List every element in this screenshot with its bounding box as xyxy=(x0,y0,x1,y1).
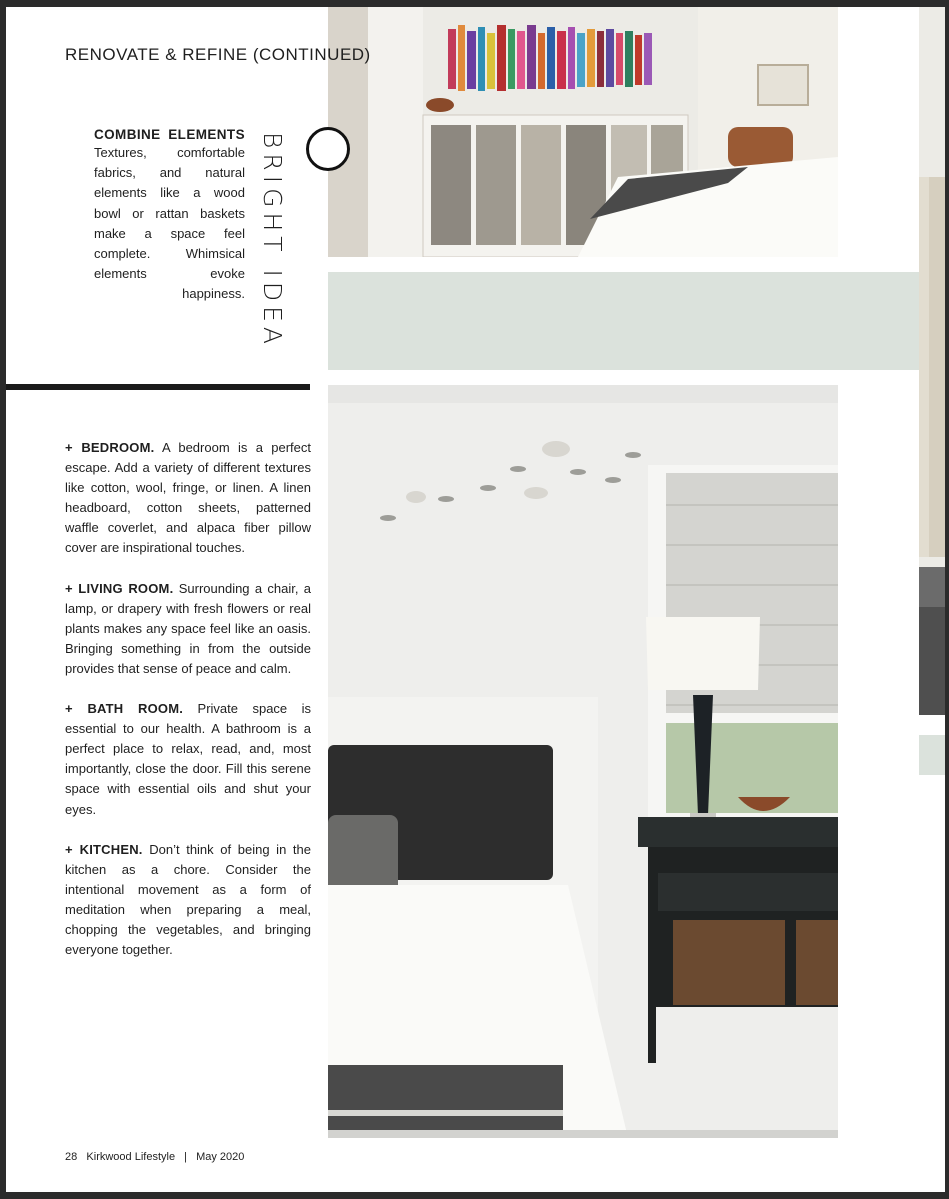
room-tip-label: + BATH ROOM. xyxy=(65,701,184,717)
room-tip-text: Don’t think of being in the kitchen as a chore. Consider the intentional movement as a form of meditation when preparing a meal, chopping the vegetables, and bringing everyone together. xyxy=(65,841,311,958)
room-tip-label: + LIVING ROOM. xyxy=(65,580,174,596)
section-divider xyxy=(6,384,310,390)
room-tip-text: Surrounding a chair, a lamp, or drapery with fresh flowers or real plants makes any space feel like an oasis. Bringing something in from the outside provides that sense of peace and calm. xyxy=(65,580,311,676)
footer-separator: | xyxy=(184,1151,187,1163)
room-tips-column xyxy=(65,438,311,980)
bedroom-photo-bottom xyxy=(328,385,838,1138)
decorative-color-band xyxy=(328,272,945,370)
page-footer xyxy=(65,1151,244,1163)
issue-date: May 2020 xyxy=(196,1151,245,1163)
callout-title-word: COMBINE xyxy=(94,127,161,142)
bright-idea-label: BRIGHT IDEA xyxy=(258,132,287,350)
adjacent-page-color-chip xyxy=(919,735,945,775)
adjacent-page-photo-strip xyxy=(919,7,945,715)
callout-body: Textures, comfortable fabrics, and natural elements like a wood bowl or rattan baskets make a space feel complete. Whimsical elements evoke happiness. xyxy=(94,145,245,302)
room-tip-paragraph xyxy=(65,699,311,820)
combine-elements-callout xyxy=(94,127,245,305)
bedroom-photo-top xyxy=(328,7,838,257)
room-tip-paragraph xyxy=(65,438,311,559)
circle-ornament xyxy=(306,127,350,171)
room-tip-text: A bedroom is a perfect escape. Add a variety of different textures like cotton, wool, fringe, or linen. A linen headboard, cotton sheets, patterned waffle coverlet, and alpaca fiber pillow cover are inspirational touches. xyxy=(65,440,311,556)
section-heading: RENOVATE & REFINE (CONTINUED) xyxy=(65,45,371,64)
room-tip-label: + BEDROOM. xyxy=(65,440,155,455)
publication-name: Kirkwood Lifestyle xyxy=(86,1151,176,1163)
page-number: 28 xyxy=(65,1151,78,1163)
room-tip-label: + KITCHEN. xyxy=(65,841,143,857)
callout-title-word: ELEMENTS xyxy=(168,127,245,142)
room-tip-paragraph xyxy=(65,840,311,961)
room-tip-text: Private space is essential to our health. A bathroom is a perfect place to relax, read, and, most importantly, close the door. Fill this serene space with essential oils and shut your eyes. xyxy=(65,701,311,817)
magazine-page xyxy=(6,7,945,1192)
room-tip-paragraph xyxy=(65,579,311,679)
callout-title xyxy=(94,127,245,142)
